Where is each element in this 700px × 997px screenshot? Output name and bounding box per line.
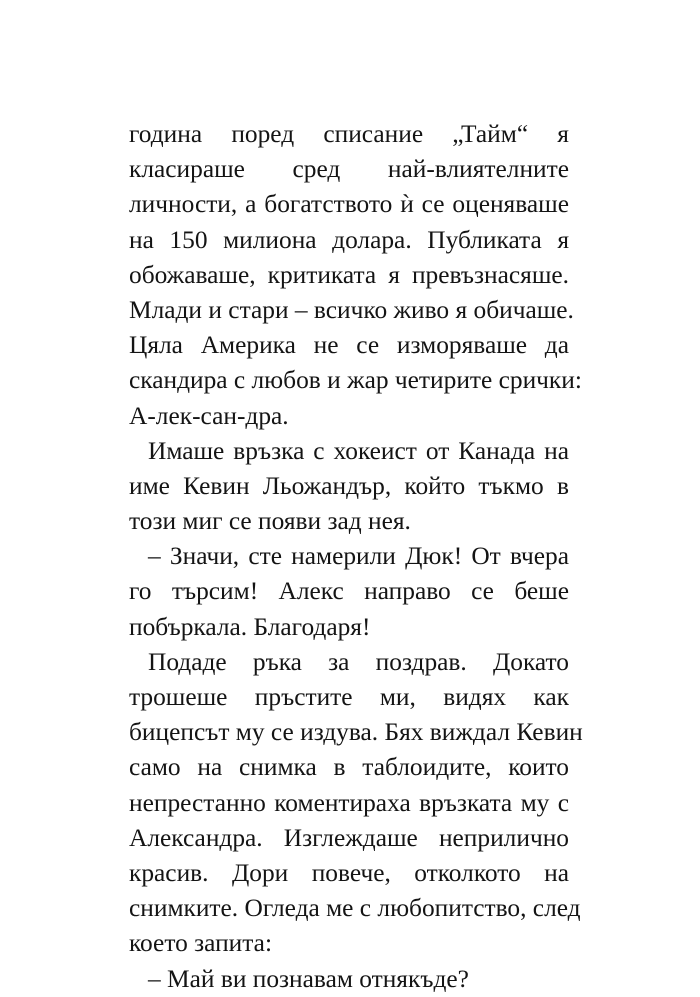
text-line: – Значи, сте намерили Дюк! От вчера <box>148 542 569 571</box>
text-line: скандира с любов и жар четирите срички: <box>129 366 582 395</box>
text-line: трошеше пръстите ми, видях как <box>129 683 569 711</box>
text-line: Млади и стари – всичко живо я обичаше. <box>129 295 574 324</box>
text-line: на 150 милиона долара. Публиката я <box>129 225 569 254</box>
text-line: личности, а богатството ѝ се оценяваше <box>129 190 569 219</box>
text-line: А-лек-сан-дра. <box>129 401 289 430</box>
text-line: Подаде ръка за поздрав. Докато <box>148 647 569 676</box>
text-line: име Кевин Льожандър, който тъкмо в <box>129 471 569 500</box>
text-line: бицепсът му се издува. Бях виждал Кевин <box>129 718 583 747</box>
text-line: само на снимка в таблоидите, които <box>129 753 569 782</box>
text-line: – Май ви познавам отнякъде? <box>148 964 469 993</box>
text-line: го търсим! Алекс направо се беше <box>129 577 569 606</box>
text-line: обожаваше, критиката я превъзнасяше. <box>129 260 569 289</box>
text-line: Цяла Америка не се изморяваше да <box>129 331 569 360</box>
page-text <box>129 117 583 997</box>
text-line: класираше сред най-влиятелните <box>129 155 569 184</box>
text-line: побъркала. Благодаря! <box>129 612 371 641</box>
text-line: красив. Дори повече, отколкото на <box>129 858 569 887</box>
text-line: което запита: <box>129 929 272 958</box>
text-line: Имаше връзка с хокеист от Канада на <box>148 436 569 465</box>
text-line: Александра. Изглеждаше неприлично <box>129 823 569 852</box>
text-line: снимките. Огледа ме с любопитство, след <box>129 894 581 923</box>
text-line: непрестанно коментираха връзката му с <box>129 788 569 817</box>
text-line: година поред списание „Тайм“ я <box>129 120 569 148</box>
text-line: този миг се появи зад нея. <box>129 507 411 536</box>
